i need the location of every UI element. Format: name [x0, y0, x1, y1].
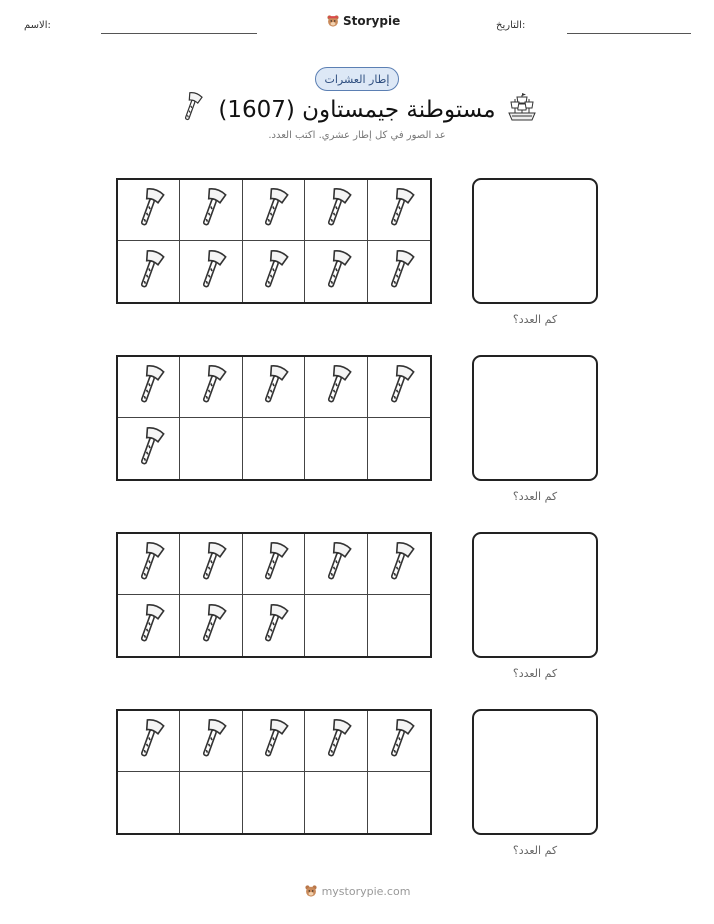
axe-icon [191, 539, 231, 589]
name-line[interactable] [101, 33, 257, 34]
frame-cell [180, 595, 242, 656]
frame-cell [368, 241, 430, 302]
date-line[interactable] [567, 33, 691, 34]
frame-cell [243, 772, 305, 833]
ten-frame [116, 709, 432, 835]
frame-cell [118, 418, 180, 479]
frame-cell [243, 180, 305, 241]
frame-cell [368, 595, 430, 656]
frame-cell [118, 595, 180, 656]
axe-icon [253, 601, 293, 651]
frame-cell [368, 418, 430, 479]
frame-cell [305, 241, 367, 302]
name-label: الاسم: [24, 20, 51, 31]
axe-icon [379, 539, 419, 589]
frame-cell [243, 534, 305, 595]
topic-badge: إطار العشرات [315, 67, 399, 91]
axe-icon [129, 247, 169, 297]
answer-box[interactable] [472, 532, 598, 658]
frame-cell [180, 180, 242, 241]
count-question: كم العدد؟ [512, 490, 558, 503]
brand-name: Storypie [343, 14, 401, 28]
frame-cell [305, 180, 367, 241]
axe-icon [191, 362, 231, 412]
axe-icon [129, 424, 169, 474]
axe-icon [316, 247, 356, 297]
axe-icon [253, 539, 293, 589]
axe-icon [129, 185, 169, 235]
ship-icon [506, 92, 538, 124]
axe-icon [316, 716, 356, 766]
axe-icon [316, 539, 356, 589]
frame-cell [305, 418, 367, 479]
count-question: كم العدد؟ [512, 313, 558, 326]
axe-icon [129, 539, 169, 589]
brand-logo [326, 14, 400, 28]
frame-cell [118, 772, 180, 833]
frame-cell [243, 418, 305, 479]
frame-cell [118, 241, 180, 302]
axe-icon [253, 247, 293, 297]
frame-cell [180, 418, 242, 479]
instructions: عد الصور في كل إطار عشري. اكتب العدد. [268, 130, 446, 141]
footer-url: mystorypie.com [321, 884, 411, 898]
frame-cell [118, 357, 180, 418]
frame-cell [305, 711, 367, 772]
frame-cell [243, 241, 305, 302]
count-question: كم العدد؟ [512, 667, 558, 680]
axe-icon [379, 185, 419, 235]
axe-icon [129, 716, 169, 766]
date-label: التاريخ: [496, 20, 526, 31]
axe-icon [129, 362, 169, 412]
frame-cell [368, 357, 430, 418]
frame-cell [305, 357, 367, 418]
frame-cell [243, 595, 305, 656]
frame-cell [305, 595, 367, 656]
page-title: مستوطنة جيمستاون (1607) [218, 97, 496, 123]
axe-icon [379, 247, 419, 297]
frame-cell [368, 772, 430, 833]
frame-cell [118, 534, 180, 595]
frame-cell [368, 711, 430, 772]
axe-icon [316, 362, 356, 412]
frame-cell [118, 180, 180, 241]
answer-box[interactable] [472, 355, 598, 481]
frame-cell [180, 772, 242, 833]
axe-icon [129, 601, 169, 651]
ten-frame [116, 532, 432, 658]
frame-cell [368, 534, 430, 595]
frame-cell [305, 772, 367, 833]
bear-logo-icon [326, 14, 340, 28]
axe-icon [191, 247, 231, 297]
frame-cell [180, 534, 242, 595]
axe-icon [253, 716, 293, 766]
frame-cell [180, 711, 242, 772]
axe-icon [191, 185, 231, 235]
frame-cell [368, 180, 430, 241]
answer-box[interactable] [472, 709, 598, 835]
ten-frame [116, 355, 432, 481]
frame-cell [118, 711, 180, 772]
count-question: كم العدد؟ [512, 844, 558, 857]
answer-box[interactable] [472, 178, 598, 304]
footer [0, 884, 714, 898]
frame-cell [243, 357, 305, 418]
axe-icon [379, 362, 419, 412]
frame-cell [243, 711, 305, 772]
axe-icon [191, 601, 231, 651]
axe-icon [253, 185, 293, 235]
ten-frame [116, 178, 432, 304]
frame-cell [180, 357, 242, 418]
axe-icon [191, 716, 231, 766]
axe-icon [379, 716, 419, 766]
bear-logo-icon [304, 884, 318, 898]
frame-cell [305, 534, 367, 595]
frame-cell [180, 241, 242, 302]
axe-icon [316, 185, 356, 235]
axe-icon [253, 362, 293, 412]
